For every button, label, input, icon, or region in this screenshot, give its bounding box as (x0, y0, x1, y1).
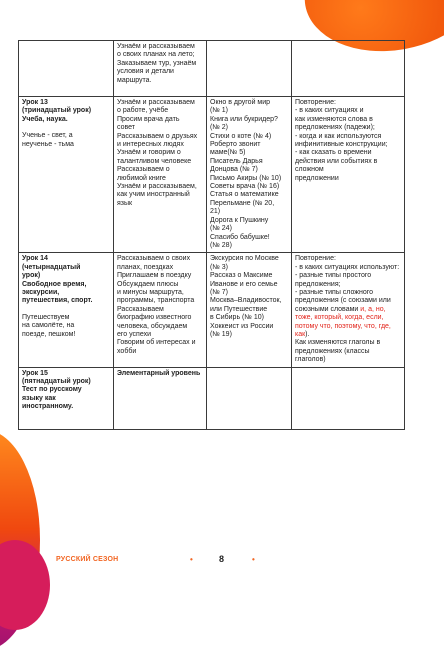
cell-line: о работе, учёбе (117, 107, 169, 115)
table-cell-texts (207, 253, 292, 367)
table-row (19, 253, 405, 367)
cell-line: талантливом человеке (117, 157, 192, 165)
cell-line: - в каких ситуациях и (295, 107, 364, 115)
lesson-title-line: Урок 15 (22, 369, 48, 377)
conjunction-highlight: как (295, 330, 306, 338)
cell-line: и интересных людях (117, 141, 184, 149)
cell-line: (№ 24) (210, 225, 232, 233)
cell-line: (№ 7) (210, 288, 229, 296)
table-cell-topics (114, 41, 207, 97)
cell-line-mixed (295, 331, 401, 339)
cell-line: как изменяются слова в (295, 115, 373, 123)
lesson-title-line: Урок 13 (22, 99, 48, 106)
cell-line: Перельмане (№ 20, (210, 199, 275, 207)
table-cell (19, 41, 114, 97)
table-cell-grammar (292, 253, 405, 367)
table-cell (207, 367, 292, 429)
cell-line: предложения (с союзами или (295, 297, 391, 305)
cell-line: (№ 3) (210, 263, 229, 271)
cell-line: Узнаём и рассказываем, (117, 183, 197, 191)
lesson-title-line: Тест по русскому (22, 386, 82, 394)
cell-line: человека, обсуждаем (117, 322, 188, 330)
lesson-title-line: Учеба, наука. (22, 115, 68, 123)
cell-line: Приглашаем в поездку (117, 272, 192, 280)
conjunction-highlight: потому что, поэтому, что, где, (295, 322, 391, 330)
cell-line: Советы врача (№ 16) (210, 183, 280, 191)
lesson-note-line: неученье - тьма (22, 140, 74, 148)
cell-line: Обсуждаем плюсы (117, 280, 179, 288)
table-row (19, 41, 405, 97)
cell-line: предложении (295, 174, 339, 182)
lesson-title-line: Свободное время, (22, 280, 87, 288)
cell-line: Рассказ о Максиме (210, 272, 273, 280)
cell-line: Как изменяются глаголы в (295, 339, 381, 347)
table-cell-texts (207, 97, 292, 253)
conjunction-highlight: тоже, который, когда, если, (295, 314, 384, 322)
lesson-title-line: (тринадцатый урок) (22, 107, 92, 115)
lesson-cell (19, 253, 114, 367)
cell-text: союзными словами (295, 305, 361, 313)
table-row (19, 367, 405, 429)
cell-line: Повторение: (295, 99, 336, 106)
cell-line: маме(№ 5) (210, 149, 246, 157)
lesson-note-line: Ученье - свет, а (22, 132, 73, 140)
cell-line: 21) (210, 208, 221, 216)
cell-line: Статья о математике (210, 191, 279, 199)
cell-text: ). (305, 330, 310, 338)
table-cell-topics (114, 97, 207, 253)
lesson-title-line: путешествия, спорт. (22, 297, 93, 305)
cell-line: Письмо Акиры (№ 10) (210, 174, 282, 182)
cell-line: любимой книге (117, 174, 166, 182)
cell-line: Москва–Владивосток, (210, 297, 282, 305)
cell-line: как учим иностранный (117, 191, 190, 199)
lesson-cell (19, 97, 114, 253)
cell-line: - как сказать о времени (295, 149, 372, 157)
table-cell-level (114, 367, 207, 429)
cell-line: Дорога к Пушкину (210, 216, 269, 224)
cell-line: условия и детали (117, 68, 174, 76)
cell-line: - когда и как используются (295, 132, 382, 140)
cell-line: хобби (117, 347, 137, 355)
cell-line: в Сибирь (№ 10) (210, 314, 264, 322)
footer-dot-icon: • (190, 555, 193, 564)
table-cell-topics (114, 253, 207, 367)
cell-line: Писатель Дарья (210, 157, 263, 165)
lesson-note-line: на самолёте, на (22, 322, 75, 330)
lesson-note-line: поезде, пешком! (22, 330, 76, 338)
cell-line: о своих планах на лето; (117, 51, 195, 59)
lesson-title-line: языку как (22, 394, 56, 402)
cell-line: Узнаём и рассказываем (117, 99, 195, 106)
lesson-title-line: урок) (22, 272, 41, 280)
cell-line: Донцова (№ 7) (210, 166, 258, 174)
cell-line: инфинитивные конструкции; (295, 141, 388, 149)
level-label: Элементарный уровень (117, 369, 201, 377)
lesson-plan-table (18, 40, 405, 430)
lesson-title-line: экскурсии, (22, 288, 60, 296)
cell-line: Просим врача дать (117, 115, 180, 123)
cell-line: предложениях (классы глаголов) (295, 347, 370, 364)
cell-line: Окно в другой мир (210, 99, 271, 106)
cell-line: (№ 19) (210, 330, 232, 338)
page-number: 8 (219, 554, 225, 564)
conjunction-highlight: и, а, но, (360, 305, 386, 313)
lesson-title-line: (пятнадцатый урок) (22, 378, 91, 385)
cell-line: Спасибо бабушке! (210, 233, 270, 241)
cell-line: Говорим об интересах и (117, 339, 196, 347)
cell-line: (№ 1) (210, 107, 229, 115)
cell-line: Стихи о коте (№ 4) (210, 132, 272, 140)
table-cell (292, 367, 405, 429)
cell-line: - разные типы простого (295, 272, 372, 280)
table-cell (292, 41, 405, 97)
lesson-title-line: Урок 14 (22, 255, 48, 263)
decorative-magenta-shape-left (0, 540, 50, 630)
cell-line: маршрута. (117, 76, 152, 84)
footer-brand: РУССКИЙ СЕЗОН (56, 556, 119, 563)
cell-line: или Путешествие (210, 305, 268, 313)
cell-line: программы, транспорта (117, 297, 195, 305)
cell-line: Заказываем тур, узнаём (117, 59, 197, 67)
cell-line: Рассказываем о своих (117, 255, 191, 263)
cell-line: и минусы маршрута, (117, 288, 184, 296)
cell-line: Хоккеист из России (210, 322, 274, 330)
lesson-cell (19, 367, 114, 429)
cell-line: - разные типы сложного (295, 288, 374, 296)
page-footer (56, 556, 416, 568)
cell-line: Узнаём и говорим о (117, 149, 181, 157)
table-row (19, 97, 405, 253)
cell-line: предложения; (295, 280, 341, 288)
cell-line: Книга или букридер? (210, 115, 278, 123)
cell-line: совет (117, 124, 135, 132)
cell-line: Роберто звонит (210, 141, 261, 149)
table-cell-grammar (292, 97, 405, 253)
cell-line: Рассказываем (117, 305, 164, 313)
cell-line: Рассказываем о (117, 166, 170, 174)
cell-line: - в каких ситуациях используют: (295, 263, 400, 271)
cell-line-mixed (295, 306, 401, 314)
cell-line: Узнаём и рассказываем (117, 43, 195, 50)
lesson-note-line: Путешествуем (22, 313, 70, 321)
cell-line: действия или событиях в сложном (295, 157, 378, 174)
footer-dot-icon: • (252, 555, 255, 564)
cell-line: Экскурсия по Москве (210, 255, 279, 263)
cell-line: (№ 2) (210, 124, 229, 132)
cell-line: язык (117, 199, 133, 207)
cell-line: его успехи (117, 330, 151, 338)
lesson-title-line: иностранному. (22, 403, 74, 411)
cell-line: Повторение: (295, 255, 336, 263)
cell-line: биографию известного (117, 314, 192, 322)
cell-line: (№ 28) (210, 241, 232, 249)
lesson-title-line: (четырнадцатый (22, 263, 81, 271)
cell-line: предложениях (падежи); (295, 124, 375, 132)
cell-line: планах, поездках (117, 263, 174, 271)
table-cell (207, 41, 292, 97)
cell-line: Рассказываем о друзьях (117, 132, 198, 140)
cell-line: Иванове и его семье (210, 280, 278, 288)
